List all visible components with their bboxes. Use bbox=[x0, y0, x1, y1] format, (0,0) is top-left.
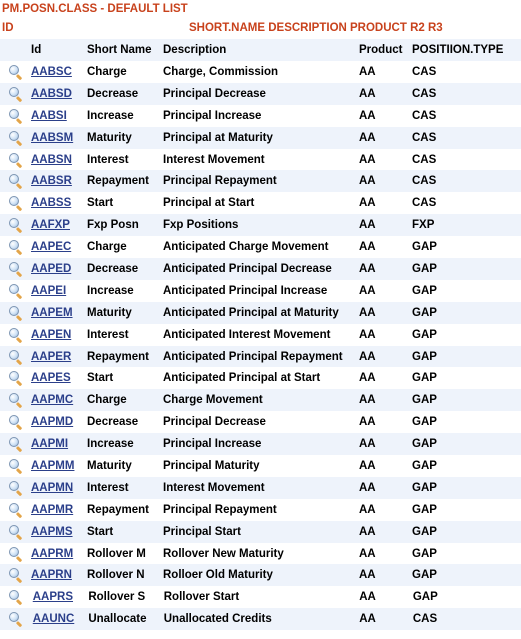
row-product: AA bbox=[359, 65, 376, 78]
magnifier-icon[interactable] bbox=[9, 87, 23, 101]
row-description: Principal Increase bbox=[163, 438, 262, 451]
row-position-type: GAP bbox=[412, 350, 437, 363]
row-short-name: Increase bbox=[87, 284, 134, 297]
row-id-cell bbox=[31, 132, 87, 144]
row-description: Charge, Commission bbox=[163, 65, 279, 78]
row-view-cell bbox=[0, 350, 31, 364]
magnifier-icon[interactable] bbox=[9, 415, 23, 429]
table-row bbox=[0, 105, 521, 127]
row-product: AA bbox=[359, 613, 376, 626]
row-description: Principal Decrease bbox=[163, 416, 266, 429]
row-view-cell bbox=[0, 568, 31, 582]
row-description: Charge Movement bbox=[163, 394, 263, 407]
table-row bbox=[0, 127, 521, 149]
row-short-name: Interest bbox=[87, 328, 129, 341]
row-description: Interest Movement bbox=[163, 481, 265, 494]
row-view-cell bbox=[0, 328, 31, 342]
record-id-link[interactable]: AAPRN bbox=[31, 569, 72, 582]
row-position-type: GAP bbox=[412, 241, 437, 254]
row-position-type: GAP bbox=[412, 284, 437, 297]
magnifier-icon[interactable] bbox=[9, 612, 23, 626]
table-row bbox=[0, 280, 521, 302]
row-product: AA bbox=[359, 481, 376, 494]
row-id-cell bbox=[31, 569, 87, 581]
column-header-short-name: Short Name bbox=[87, 44, 152, 56]
table-row bbox=[0, 499, 521, 521]
row-description: Anticipated Interest Movement bbox=[163, 328, 331, 341]
record-id-link[interactable]: AAPMC bbox=[31, 394, 74, 407]
row-id-cell bbox=[31, 110, 87, 122]
magnifier-icon[interactable] bbox=[9, 371, 23, 385]
row-description: Fxp Positions bbox=[163, 219, 239, 232]
table-row bbox=[0, 346, 521, 368]
table-row bbox=[0, 367, 521, 389]
row-product: AA bbox=[359, 306, 376, 319]
row-product: AA bbox=[359, 503, 376, 516]
column-header-id: Id bbox=[31, 44, 42, 56]
table-row bbox=[0, 170, 521, 192]
row-view-cell bbox=[0, 437, 31, 451]
table-row bbox=[0, 324, 521, 346]
row-position-type: GAP bbox=[412, 262, 437, 275]
magnifier-icon[interactable] bbox=[9, 196, 23, 210]
row-position-type: CAS bbox=[412, 175, 437, 188]
table-row bbox=[0, 302, 521, 324]
row-description: Rolloer Old Maturity bbox=[163, 569, 273, 582]
row-short-name: Charge bbox=[87, 394, 127, 407]
row-short-name: Decrease bbox=[87, 416, 139, 429]
row-position-type: GAP bbox=[412, 394, 437, 407]
table-row bbox=[0, 564, 521, 586]
row-short-name: Start bbox=[87, 525, 114, 538]
row-view-cell bbox=[0, 153, 31, 167]
record-id-link[interactable]: AAPES bbox=[31, 372, 71, 385]
row-id-cell bbox=[31, 219, 87, 231]
row-product: AA bbox=[359, 153, 376, 166]
record-id-link[interactable]: AAPEI bbox=[31, 284, 67, 297]
magnifier-icon[interactable] bbox=[9, 590, 23, 604]
table-row bbox=[0, 521, 521, 543]
row-id-cell bbox=[31, 548, 87, 560]
magnifier-icon[interactable] bbox=[9, 547, 23, 561]
row-short-name: Fxp Posn bbox=[87, 219, 139, 232]
row-view-cell bbox=[0, 459, 31, 473]
record-id-link[interactable]: AAFXP bbox=[31, 219, 70, 232]
row-short-name: Unallocate bbox=[88, 613, 147, 626]
row-id-cell bbox=[31, 438, 87, 450]
row-product: AA bbox=[359, 219, 376, 232]
record-id-link[interactable]: AAPMI bbox=[31, 438, 69, 451]
row-view-cell bbox=[0, 503, 31, 517]
row-position-type: CAS bbox=[412, 109, 437, 122]
magnifier-icon[interactable] bbox=[9, 503, 23, 517]
magnifier-icon[interactable] bbox=[9, 328, 23, 342]
magnifier-icon[interactable] bbox=[9, 174, 23, 188]
table-row bbox=[0, 149, 521, 171]
table-row bbox=[0, 586, 521, 608]
row-product: AA bbox=[359, 241, 376, 254]
row-short-name: Rollover N bbox=[87, 569, 145, 582]
row-id-cell bbox=[31, 329, 87, 341]
column-header-product: Product bbox=[359, 44, 403, 56]
row-view-cell bbox=[0, 547, 31, 561]
row-id-cell bbox=[31, 351, 87, 363]
table-row bbox=[0, 477, 521, 499]
magnifier-icon[interactable] bbox=[9, 65, 23, 79]
row-id-cell bbox=[31, 526, 87, 538]
record-id-link[interactable]: AAPMS bbox=[31, 525, 73, 538]
row-id-cell bbox=[31, 66, 87, 78]
row-id-cell bbox=[31, 460, 87, 472]
magnifier-icon[interactable] bbox=[9, 525, 23, 539]
row-position-type: CAS bbox=[412, 153, 437, 166]
row-short-name: Repayment bbox=[87, 175, 149, 188]
row-view-cell bbox=[0, 65, 31, 79]
table-row bbox=[0, 192, 521, 214]
row-description: Principal Maturity bbox=[163, 459, 260, 472]
magnifier-icon[interactable] bbox=[9, 350, 23, 364]
table-row bbox=[0, 543, 521, 565]
row-view-cell bbox=[0, 240, 31, 254]
row-short-name: Repayment bbox=[87, 503, 149, 516]
row-description: Rollover New Maturity bbox=[163, 547, 284, 560]
record-id-link[interactable]: AABSR bbox=[31, 175, 72, 188]
row-product: AA bbox=[359, 525, 376, 538]
table-row bbox=[0, 389, 521, 411]
row-position-type: GAP bbox=[412, 459, 437, 472]
magnifier-icon[interactable] bbox=[9, 481, 23, 495]
row-id-cell bbox=[31, 263, 87, 275]
row-short-name: Interest bbox=[87, 153, 129, 166]
row-view-cell bbox=[0, 109, 31, 123]
row-product: AA bbox=[359, 591, 376, 604]
row-id-cell bbox=[31, 175, 87, 187]
row-short-name: Charge bbox=[87, 65, 127, 78]
table-row bbox=[0, 433, 521, 455]
row-view-cell bbox=[0, 131, 31, 145]
row-product: AA bbox=[359, 350, 376, 363]
row-description: Anticipated Principal Increase bbox=[163, 284, 328, 297]
record-id-link[interactable]: AAPER bbox=[31, 350, 72, 363]
row-position-type: GAP bbox=[412, 547, 437, 560]
row-position-type: GAP bbox=[412, 569, 437, 582]
row-id-cell bbox=[33, 613, 89, 625]
row-view-cell bbox=[0, 218, 31, 232]
record-id-link[interactable]: AABSD bbox=[31, 87, 72, 100]
row-position-type: FXP bbox=[412, 219, 435, 232]
row-id-cell bbox=[31, 394, 87, 406]
row-description: Principal Decrease bbox=[163, 87, 266, 100]
record-id-link[interactable]: AAPEN bbox=[31, 328, 72, 341]
magnifier-icon[interactable] bbox=[9, 568, 23, 582]
row-view-cell bbox=[0, 174, 31, 188]
row-view-cell bbox=[0, 262, 31, 276]
magnifier-icon[interactable] bbox=[9, 131, 23, 145]
fields-header-label: SHORT.NAME DESCRIPTION PRODUCT R2 R3 bbox=[189, 22, 443, 34]
row-view-cell bbox=[0, 612, 33, 626]
row-view-cell bbox=[0, 284, 31, 298]
magnifier-icon[interactable] bbox=[9, 240, 23, 254]
table-row bbox=[0, 61, 521, 83]
row-description: Rollover Start bbox=[163, 591, 240, 604]
row-short-name: Maturity bbox=[87, 459, 132, 472]
row-product: AA bbox=[359, 569, 376, 582]
row-position-type: GAP bbox=[412, 328, 437, 341]
row-position-type: CAS bbox=[412, 613, 438, 626]
row-description: Principal at Maturity bbox=[163, 131, 273, 144]
row-view-cell bbox=[0, 196, 31, 210]
page-title: PM.POSN.CLASS - DEFAULT LIST bbox=[2, 3, 188, 15]
row-product: AA bbox=[359, 416, 376, 429]
magnifier-icon[interactable] bbox=[9, 306, 23, 320]
magnifier-icon[interactable] bbox=[9, 262, 23, 276]
row-product: AA bbox=[359, 197, 376, 210]
row-short-name: Rollover M bbox=[87, 547, 146, 560]
magnifier-icon[interactable] bbox=[9, 459, 23, 473]
row-view-cell bbox=[0, 525, 31, 539]
row-position-type: CAS bbox=[412, 197, 437, 210]
column-header-description: Description bbox=[163, 44, 227, 56]
record-id-link[interactable]: AAPMM bbox=[31, 459, 75, 472]
row-view-cell bbox=[0, 87, 31, 101]
row-position-type: GAP bbox=[412, 306, 437, 319]
table-row bbox=[0, 455, 521, 477]
record-id-link[interactable]: AAUNC bbox=[32, 613, 75, 626]
row-product: AA bbox=[359, 547, 376, 560]
table-row bbox=[0, 258, 521, 280]
row-description: Principal Increase bbox=[163, 109, 262, 122]
row-description: Anticipated Principal at Start bbox=[163, 372, 321, 385]
magnifier-icon[interactable] bbox=[9, 218, 23, 232]
row-position-type: CAS bbox=[412, 131, 437, 144]
row-short-name: Maturity bbox=[87, 306, 132, 319]
row-description: Anticipated Charge Movement bbox=[163, 241, 329, 254]
row-description: Anticipated Principal Decrease bbox=[163, 262, 332, 275]
row-short-name: Increase bbox=[87, 438, 134, 451]
row-product: AA bbox=[359, 87, 376, 100]
row-id-cell bbox=[31, 307, 87, 319]
row-position-type: GAP bbox=[412, 503, 437, 516]
row-view-cell bbox=[0, 393, 31, 407]
table-row bbox=[0, 214, 521, 236]
table-body bbox=[0, 61, 521, 630]
row-position-type: GAP bbox=[412, 438, 437, 451]
row-description: Interest Movement bbox=[163, 153, 265, 166]
row-product: AA bbox=[359, 262, 376, 275]
record-id-link[interactable]: AABSN bbox=[31, 153, 72, 166]
record-id-link[interactable]: AAPEC bbox=[31, 241, 72, 254]
row-short-name: Decrease bbox=[87, 87, 139, 100]
row-short-name: Rollover S bbox=[88, 591, 146, 604]
record-id-link[interactable]: AABSC bbox=[31, 65, 72, 78]
row-id-cell bbox=[31, 197, 87, 209]
row-view-cell bbox=[0, 306, 31, 320]
record-id-link[interactable]: AAPMR bbox=[31, 503, 74, 516]
magnifier-icon[interactable] bbox=[9, 284, 23, 298]
table-row bbox=[0, 411, 521, 433]
row-position-type: GAP bbox=[412, 591, 438, 604]
field-header-bar bbox=[0, 20, 521, 36]
row-description: Unallocated Credits bbox=[163, 613, 272, 626]
row-position-type: GAP bbox=[412, 481, 437, 494]
row-view-cell bbox=[0, 481, 31, 495]
row-position-type: CAS bbox=[412, 65, 437, 78]
record-id-link[interactable]: AABSS bbox=[31, 197, 72, 210]
row-description: Anticipated Principal Repayment bbox=[163, 350, 343, 363]
row-short-name: Maturity bbox=[87, 131, 132, 144]
row-product: AA bbox=[359, 372, 376, 385]
row-product: AA bbox=[359, 131, 376, 144]
row-id-cell bbox=[31, 285, 87, 297]
record-id-link[interactable]: AABSI bbox=[31, 109, 67, 122]
table-row bbox=[0, 236, 521, 258]
row-description: Principal Repayment bbox=[163, 503, 277, 516]
row-id-cell bbox=[31, 241, 87, 253]
row-view-cell bbox=[0, 371, 31, 385]
row-description: Principal Start bbox=[163, 525, 241, 538]
row-product: AA bbox=[359, 459, 376, 472]
record-id-link[interactable]: AAPRS bbox=[32, 591, 74, 604]
row-product: AA bbox=[359, 438, 376, 451]
row-short-name: Increase bbox=[87, 109, 134, 122]
row-short-name: Start bbox=[87, 197, 114, 210]
row-description: Principal Repayment bbox=[163, 175, 277, 188]
row-short-name: Interest bbox=[87, 481, 129, 494]
row-position-type: GAP bbox=[412, 372, 437, 385]
magnifier-icon[interactable] bbox=[9, 153, 23, 167]
results-table bbox=[0, 39, 521, 630]
row-product: AA bbox=[359, 328, 376, 341]
row-id-cell bbox=[31, 482, 87, 494]
row-position-type: CAS bbox=[412, 87, 437, 100]
magnifier-icon[interactable] bbox=[9, 393, 23, 407]
table-row bbox=[0, 83, 521, 105]
row-id-cell bbox=[31, 154, 87, 166]
record-id-link[interactable]: AAPRM bbox=[31, 547, 74, 560]
row-id-cell bbox=[31, 416, 87, 428]
row-view-cell bbox=[0, 415, 31, 429]
column-header-position-type: POSITIION.TYPE bbox=[412, 44, 504, 56]
record-id-link[interactable]: AAPEM bbox=[31, 306, 73, 319]
row-short-name: Decrease bbox=[87, 262, 139, 275]
magnifier-icon[interactable] bbox=[9, 437, 23, 451]
row-position-type: GAP bbox=[412, 416, 437, 429]
row-position-type: GAP bbox=[412, 525, 437, 538]
row-id-cell bbox=[33, 591, 89, 603]
row-product: AA bbox=[359, 109, 376, 122]
record-id-link[interactable]: AAPED bbox=[31, 262, 72, 275]
row-product: AA bbox=[359, 175, 376, 188]
magnifier-icon[interactable] bbox=[9, 109, 23, 123]
record-id-link[interactable]: AAPMN bbox=[31, 481, 74, 494]
row-id-cell bbox=[31, 504, 87, 516]
row-product: AA bbox=[359, 284, 376, 297]
record-id-link[interactable]: AAPMD bbox=[31, 416, 74, 429]
column-header-row bbox=[0, 39, 521, 61]
row-short-name: Charge bbox=[87, 241, 127, 254]
row-description: Principal at Start bbox=[163, 197, 255, 210]
row-short-name: Repayment bbox=[87, 350, 149, 363]
row-description: Anticipated Principal at Maturity bbox=[163, 306, 339, 319]
record-id-link[interactable]: AABSM bbox=[31, 131, 74, 144]
row-short-name: Start bbox=[87, 372, 114, 385]
row-view-cell bbox=[0, 590, 33, 604]
table-row bbox=[0, 608, 521, 630]
id-header-label: ID bbox=[2, 22, 14, 34]
row-id-cell bbox=[31, 372, 87, 384]
row-id-cell bbox=[31, 88, 87, 100]
row-product: AA bbox=[359, 394, 376, 407]
